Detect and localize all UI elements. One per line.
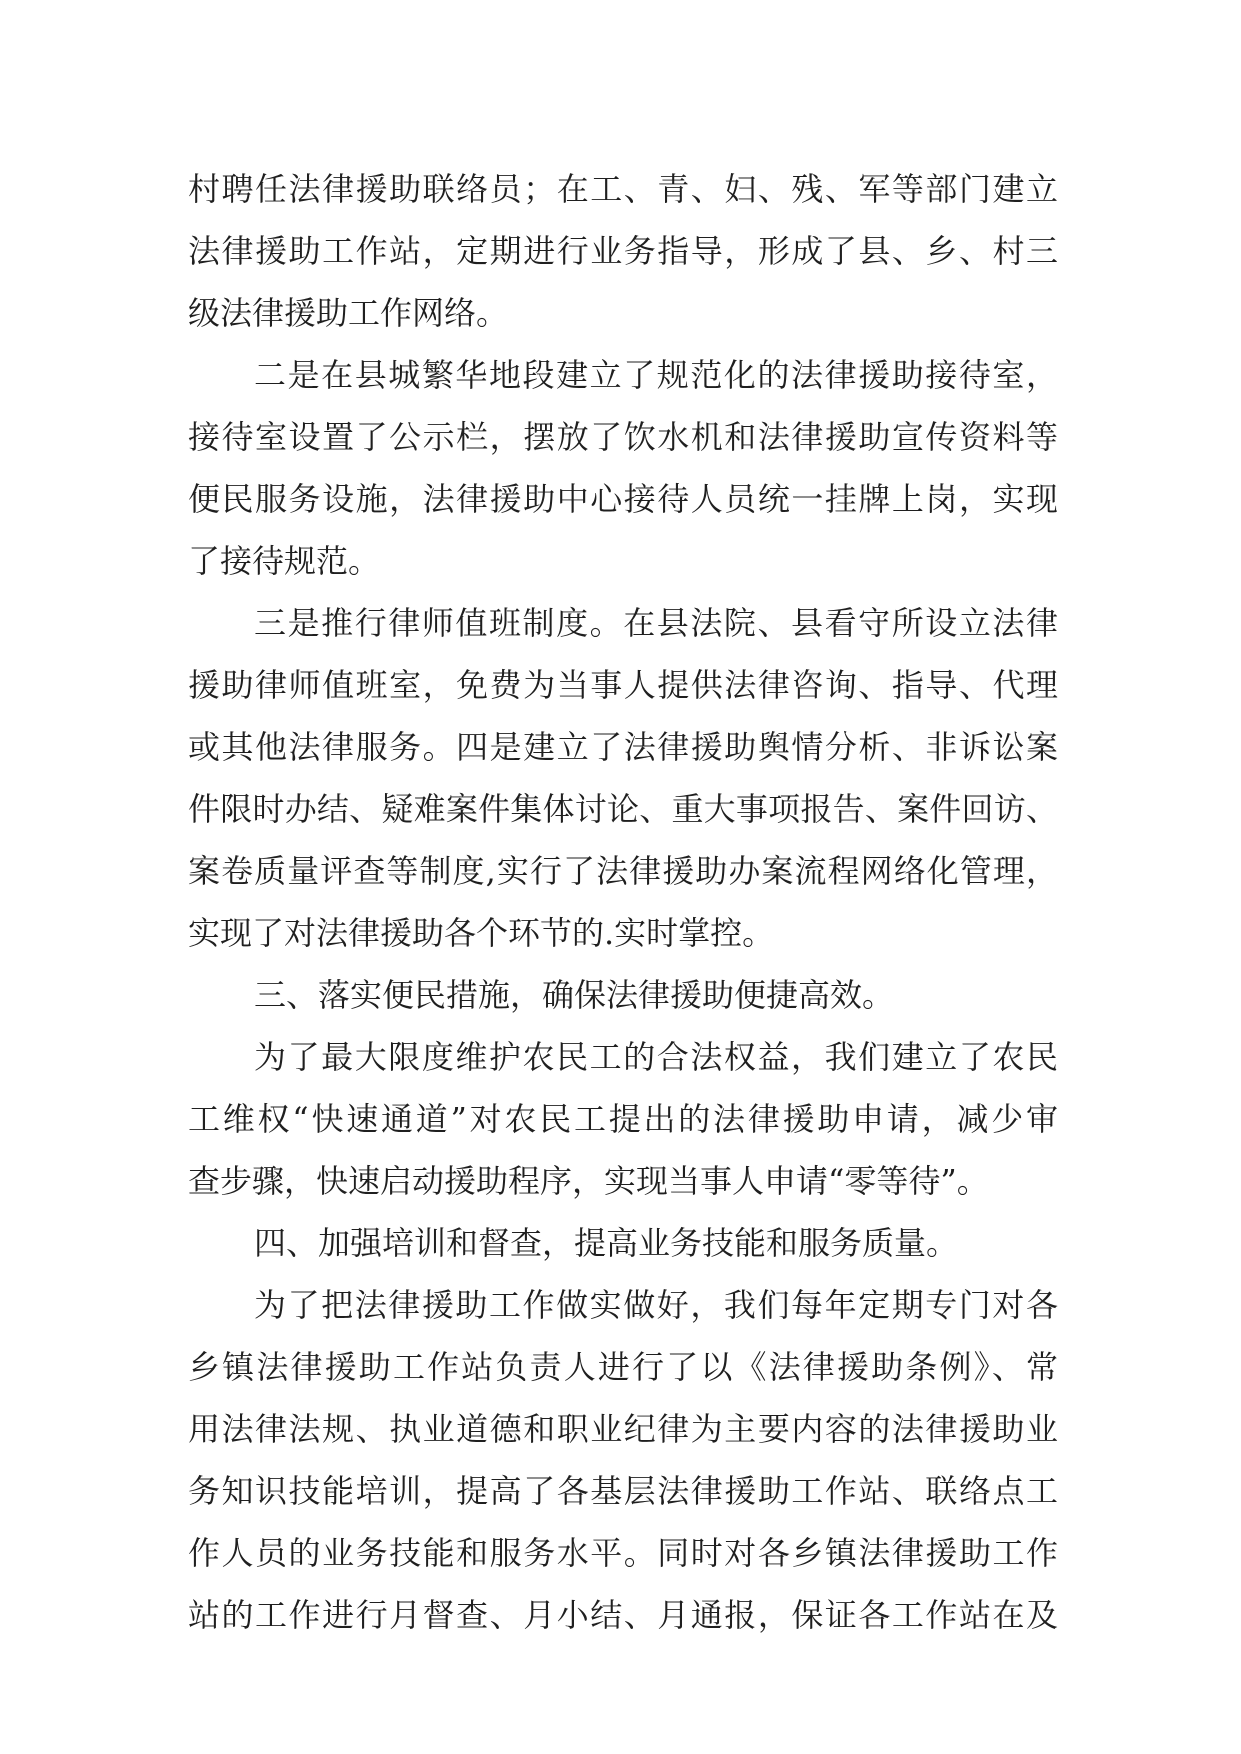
text-line: 便民服务设施，法律援助中心接待人员统一挂牌上岗，实现 xyxy=(188,480,1058,518)
text-line: 援助律师值班室，免费为当事人提供法律咨询、指导、代理 xyxy=(188,666,1058,704)
paragraph-start-line: 二是在县城繁华地段建立了规范化的法律援助接待室， xyxy=(254,356,1058,394)
text-line: 用法律法规、执业道德和职业纪律为主要内容的法律援助业 xyxy=(188,1410,1058,1448)
text-line: 乡镇法律援助工作站负责人进行了以《法律援助条例》、常 xyxy=(188,1348,1058,1386)
text-line: 作人员的业务技能和服务水平。同时对各乡镇法律援助工作 xyxy=(188,1534,1058,1572)
text-line: 查步骤，快速启动援助程序，实现当事人申请“零等待”。 xyxy=(188,1162,989,1200)
text-line: 级法律援助工作网络。 xyxy=(188,294,509,332)
text-line: 工维权“快速通道”对农民工提出的法律援助申请，减少审 xyxy=(188,1100,1058,1138)
text-line: 接待室设置了公示栏，摆放了饮水机和法律援助宣传资料等 xyxy=(188,418,1058,456)
text-line: 或其他法律服务。四是建立了法律援助舆情分析、非诉讼案 xyxy=(188,728,1058,766)
section-heading: 三、落实便民措施，确保法律援助便捷高效。 xyxy=(254,976,895,1014)
body-text xyxy=(188,158,1058,1646)
text-line: 实现了对法律援助各个环节的.实时掌控。 xyxy=(188,914,775,952)
paragraph-start-line: 三是推行律师值班制度。在县法院、县看守所设立法律 xyxy=(254,604,1058,642)
text-line: 务知识技能培训，提高了各基层法律援助工作站、联络点工 xyxy=(188,1472,1058,1510)
text-line: 法律援助工作站，定期进行业务指导，形成了县、乡、村三 xyxy=(188,232,1058,270)
paragraph-start-line: 为了把法律援助工作做实做好，我们每年定期专门对各 xyxy=(254,1286,1058,1324)
paragraph-start-line: 为了最大限度维护农民工的合法权益，我们建立了农民 xyxy=(254,1038,1058,1076)
text-line: 村聘任法律援助联络员；在工、青、妇、残、军等部门建立 xyxy=(188,170,1058,208)
text-line: 件限时办结、疑难案件集体讨论、重大事项报告、案件回访、 xyxy=(188,790,1058,828)
section-heading: 四、加强培训和督查，提高业务技能和服务质量。 xyxy=(254,1224,959,1262)
text-line: 了接待规范。 xyxy=(188,542,381,580)
text-line: 站的工作进行月督查、月小结、月通报，保证各工作站在及 xyxy=(188,1596,1058,1634)
text-line: 案卷质量评查等制度,实行了法律援助办案流程网络化管理， xyxy=(188,852,1058,890)
